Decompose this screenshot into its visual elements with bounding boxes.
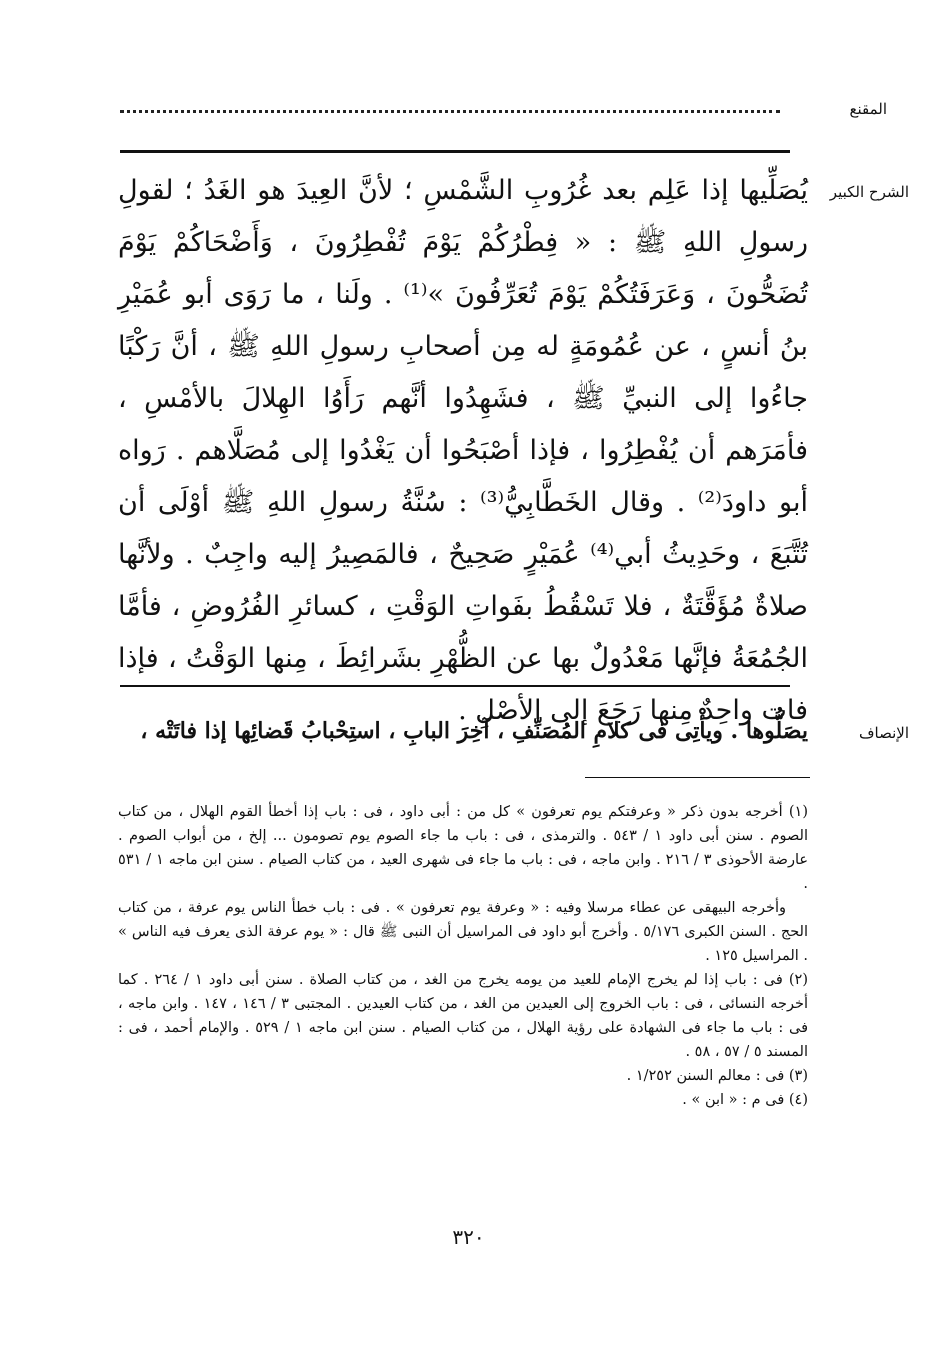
dotted-rule [120,110,780,113]
footnote-separator [585,777,810,778]
footnote-4: (٤) فى م : « ابن » . [682,1092,808,1108]
insaf-text: يصَلُّوها . ويأْتِى فى كلامِ المُصَنِّفِ ، آخِرَ البابِ ، استِحْبابُ قَضائِها إذا فاتَتْه ، [140,718,808,744]
footnote-1: (١) أخرجه بدون ذكر « وعرفتكم يوم تعرفون » كل من : أبى داود ، فى : باب إذا أخطأ القوم الهلال ، من كتاب الصوم . سنن أبى داود ١ / ٥٤٣ . والترمذى ، فى : باب ما جاء الصوم يوم تصومون ... إلخ ، من أبواب الصوم . عارضة الأحوذى ٣ / ٢١٦ . وابن ماجه ، فى : باب ما جاء فى شهرى العيد ، من كتاب الصيام . سنن ابن ماجه ١ / ٥٣١ . [118,804,809,892]
header-rule [120,150,790,153]
footnote-1-continuation: وأخرجه البيهقى عن عطاء مرسلا وفيه : « وعرفة يوم تعرفون » . فى : باب خطأ الناس يوم عرفة ، من كتاب الحج . السنن الكبرى ٥/١٧٦ . وأخرج أبو داود فى المراسيل أن النبى ﷺ قال : « يوم عرفة الذى يعرف فيه الناس » . المراسيل ١٢٥ . [118,900,809,964]
sharh-kabir-label: الشرح الكبير [829,183,909,201]
insaf-label: الإنصاف [858,724,909,742]
page-number: ٣٢٠ [452,1225,485,1249]
sharh-main-text [118,165,808,737]
footnote-3: (٣) فى : معالم السنن ١/٢٥٢ . [626,1068,808,1084]
main-paragraph: يُصَلِّيها إذا عَلِم بعد غُرُوبِ الشَّمْسِ ؛ لأنَّ العِيدَ هو الغَدُ ؛ لقولِ رسولِ اللهِ ﷺ : « فِطْرُكُمْ يَوْمَ تُفْطِرُونَ ، وَأَضْحَاكُمْ يَوْمَ تُضَحُّونَ ، وَعَرَفَتُكُمْ يَوْمَ تُعَرِّفُونَ »⁽¹⁾ . ولَنا ، ما رَوَى أبو عُمَيْرِ بنُ أنسٍ ، عن عُمُومَةٍ له مِن أصحابِ رسولِ اللهِ ﷺ ، أنَّ رَكْبًا جاءُوا إلى النبيِّ ﷺ ، فشَهِدُوا أنَّهم رَأَوُا الهِلالَ بالأمْسِ ، فأمَرَهم أن يُفْطِرُوا ، فإذا أصْبَحُوا أن يَغْدُوا إلى مُصَلَّاهم . رَواه أبو داودَ⁽²⁾ . وقال الخَطَّابِيُّ⁽³⁾ : سُنَّةُ رسولِ اللهِ ﷺ أوْلَى أن تُتَّبَعَ ، وحَدِيثُ أبي⁽⁴⁾ عُمَيْرٍ صَحِيحٌ ، فالمَصِيرُ إليه واجِبٌ . ولأنَّها صلاةٌ مُؤَقَّتَةٌ ، فلا تَسْقُطُ بفَواتِ الوَقْتِ ، كسائرِ الفُرُوضِ ، فأمَّا الجُمُعَةُ فإنَّها مَعْدُولٌ بها عن الظُّهْرِ بشَرائِطَ ، مِنها الوَقْتُ ، فإذا فات واحِدٌ مِنها رَجَعَ إلى الأصْلِ . [118,175,808,726]
footnote-2: (٢) فى : باب إذا لم يخرج الإمام للعيد من يومه يخرج من الغد ، من كتاب الصلاة . سنن أبى داود ١ / ٢٦٤ . كما أخرجه النسائى ، فى : باب الخروج إلى العيدين من الغد ، من كتاب العيدين . المجتبى ٣ / ١٤٦ ، ١٤٧ . وابن ماجه ، فى : باب ما جاء فى الشهادة على رؤية الهلال ، من كتاب الصيام . سنن ابن ماجه ١ / ٥٢٩ . والإمام أحمد ، فى : المسند ٥ / ٥٧ ، ٥٨ . [118,972,809,1060]
running-head-title: المقنع [849,100,887,118]
footnotes [118,800,808,1112]
section-rule [120,685,790,687]
